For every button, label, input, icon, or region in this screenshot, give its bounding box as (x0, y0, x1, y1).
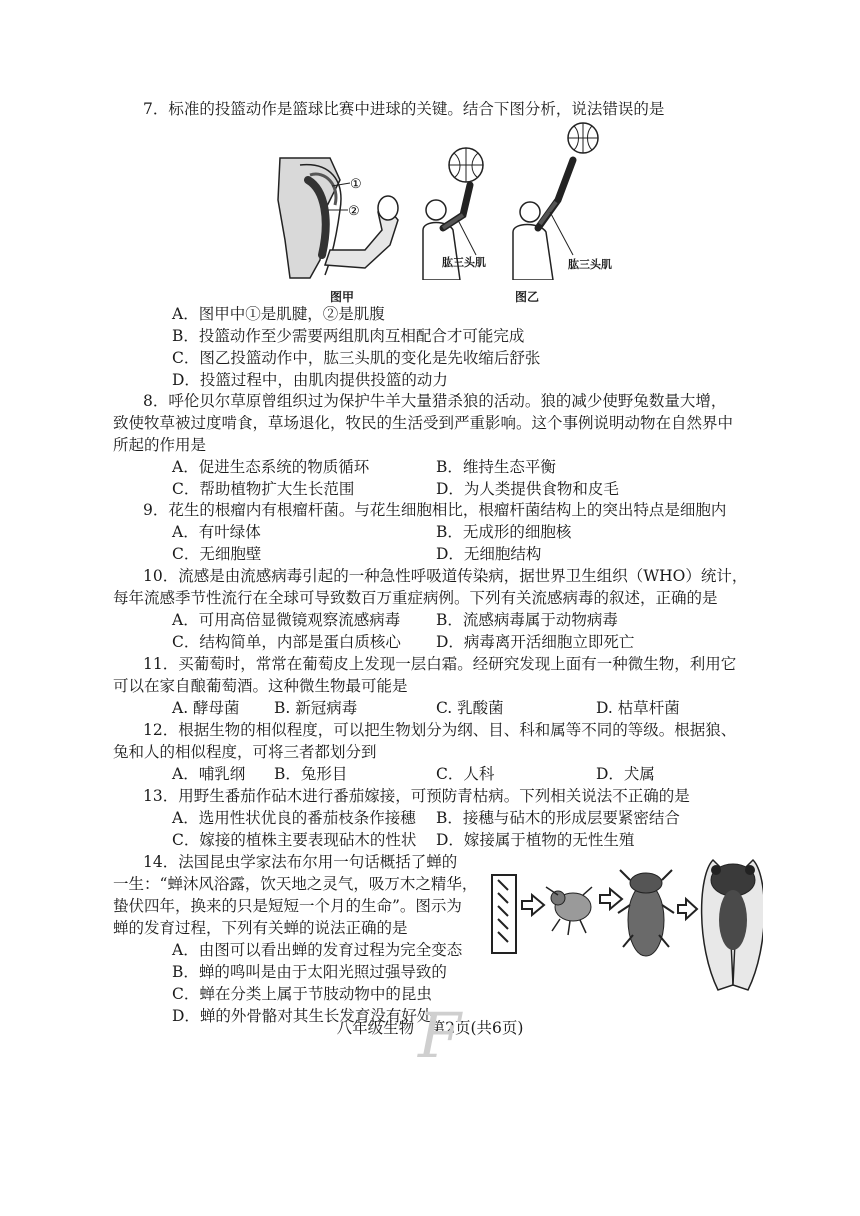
q7-option-c: C．图乙投篮动作中，肱三头肌的变化是先收缩后舒张 (172, 349, 541, 367)
q9-option-a: A．有叶绿体 (172, 523, 261, 541)
q7-option-a: A．图甲中①是肌腱，②是肌腹 (172, 305, 385, 323)
q14-option-d: D．蝉的外骨骼对其生长发育没有好处 (172, 1007, 433, 1025)
q7-option-d: D．投篮过程中，由肌肉提供投篮的动力 (172, 371, 448, 389)
marker-2: ② (348, 204, 360, 219)
watermark: F (418, 999, 462, 1072)
q8-line-3: 所起的作用是 (113, 436, 207, 454)
q13-option-b: B．接穗与砧木的形成层要紧密结合 (436, 809, 680, 827)
cicada-older-nymph-image (618, 870, 674, 956)
q14-option-c: C．蝉在分类上属于节肢动物中的昆虫 (172, 985, 432, 1003)
q14-option-a: A．由图可以看出蝉的发育过程为完全变态 (172, 941, 463, 959)
caption-fig-a: 图甲 (330, 290, 355, 304)
q9-option-c: C．无细胞壁 (172, 545, 262, 563)
q8-line-2: 致使牧草被过度啃食，草场退化，牧民的生活受到严重影响。这个事例说明动物在自然界中 (113, 414, 734, 432)
cicada-eggs-image (492, 875, 516, 953)
q13-option-c: C．嫁接的植株主要表现砧木的性状 (172, 831, 417, 849)
arrow-icon (522, 895, 544, 915)
q13-line-1: 13．用野生番茄作砧木进行番茄嫁接，可预防青枯病。下列相关说法不正确的是 (143, 787, 690, 805)
q11-line-1: 11．买葡萄时，常常在葡萄皮上发现一层白霜。经研究发现上面有一种微生物，利用它 (143, 655, 737, 673)
caption-fig-b: 图乙 (515, 290, 540, 304)
q7-stem: 7．标准的投篮动作是篮球比赛中进球的关键。结合下图分析，说法错误的是 (143, 100, 665, 118)
cicada-nymph-image (546, 887, 592, 935)
q10-line-1: 10．流感是由流感病毒引起的一种急性呼吸道传染病，据世界卫生组织（WHO）统计， (143, 567, 748, 585)
q14-line-3: 蛰伏四年，换来的只是短短一个月的生命”。图示为 (113, 897, 462, 915)
cicada-adult-image (702, 860, 763, 990)
q9-line-1: 9．花生的根瘤内有根瘤杆菌。与花生细胞相比，根瘤杆菌结构上的突出特点是细胞内 (143, 501, 727, 519)
page-footer: 八年级生物 第2页(共6页) (336, 1019, 524, 1037)
q12-line-2: 兔和人的相似程度，可将三者都划分到 (113, 743, 377, 761)
q10-line-2: 每年流感季节性流行在全球可导致数百万重症病例。下列有关流感病毒的叙述，正确的是 (113, 589, 718, 607)
q11-option-d: D. 枯草杆菌 (596, 699, 680, 717)
q12-line-1: 12．根据生物的相似程度，可以把生物划分为纲、目、科和属等不同的等级。根据狼、 (143, 721, 737, 739)
q10-option-c: C．结构简单，内部是蛋白质核心 (172, 633, 401, 651)
q14-line-2: 一生：“蝉沐风浴露，饮天地之灵气，吸万木之精华， (113, 875, 478, 893)
fig-b-label-right: 肱三头肌 (568, 258, 612, 271)
q7-option-b: B．投篮动作至少需要两组肌肉互相配合才可能完成 (172, 327, 525, 345)
q14-option-b: B．蝉的鸣叫是由于太阳光照过强导致的 (172, 963, 447, 981)
q8-option-c: C．帮助植物扩大生长范围 (172, 480, 355, 498)
q11-option-a: A. 酵母菌 (172, 699, 240, 717)
q8-option-d: D．为人类提供食物和皮毛 (436, 480, 619, 498)
q14-line-4: 蝉的发育过程，下列有关蝉的说法正确的是 (113, 919, 408, 937)
q8-option-a: A．促进生态系统的物质循环 (172, 458, 370, 476)
arrow-icon (600, 889, 622, 909)
q8-line-1: 8．呼伦贝尔草原曾组织过为保护牛羊大量猎杀狼的活动。狼的减少使野兔数量大增， (143, 392, 727, 410)
arrow-icon (678, 899, 697, 919)
q14-line-1: 14．法国昆虫学家法布尔用一句话概括了蝉的 (143, 853, 458, 871)
fig-b-label-left: 肱三头肌 (442, 256, 486, 269)
q13-option-d: D．嫁接属于植物的无性生殖 (436, 831, 635, 849)
q12-option-d: D．犬属 (596, 765, 655, 783)
q10-option-b: B．流感病毒属于动物病毒 (436, 611, 618, 629)
q13-option-a: A．选用性状优良的番茄枝条作接穗 (172, 809, 416, 827)
q11-option-c: C. 乳酸菌 (436, 699, 504, 717)
q11-option-b: B. 新冠病毒 (274, 699, 358, 717)
q12-option-b: B．兔形目 (274, 765, 348, 783)
marker-1: ① (350, 177, 362, 192)
q8-option-b: B．维持生态平衡 (436, 458, 556, 476)
q12-option-c: C．人科 (436, 765, 495, 783)
q11-line-2: 可以在家自酿葡萄酒。这种微生物最可能是 (113, 677, 408, 695)
q9-option-d: D．无细胞结构 (436, 545, 542, 563)
arm-muscle-figure (270, 150, 420, 285)
cicada-development-figure (488, 835, 763, 995)
q12-option-a: A．哺乳纲 (172, 765, 246, 783)
q9-option-b: B．无成形的细胞核 (436, 523, 572, 541)
q10-option-a: A．可用高倍显微镜观察流感病毒 (172, 611, 401, 629)
q10-option-d: D．病毒离开活细胞立即死亡 (436, 633, 635, 651)
